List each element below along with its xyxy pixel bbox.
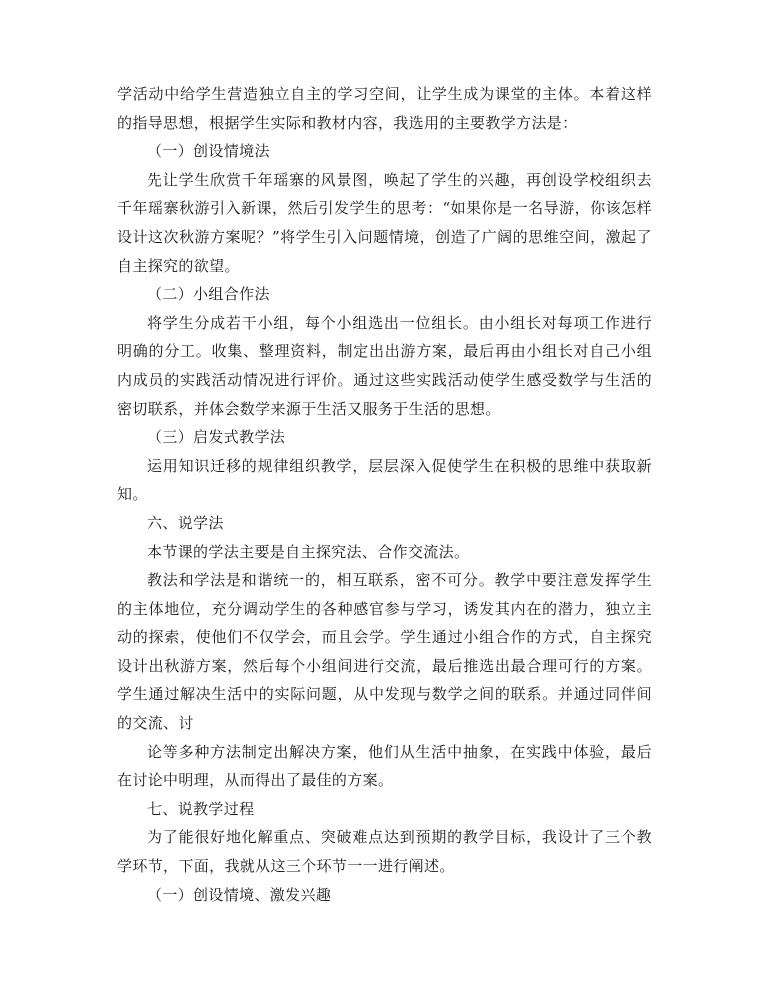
heading-situation-method: （一）创设情境法 [147,142,270,161]
paragraph-learning-methods: 本节课的学法主要是自主探究法、合作交流法。 [147,542,470,561]
paragraph-heuristic-teaching: 运用知识迁移的规律组织教学，层层深入促使学生在积极的思维中获取新知。 [117,456,652,504]
heading-create-situation: （一）创设情境、激发兴趣 [147,885,332,904]
paragraph-discussion-continued: 论等多种方法制定出解决方案，他们从生活中抽象，在实践中体验，最后在讨论中明理，从而得出了最佳的方案。 [117,742,652,790]
paragraph-teaching-process: 为了能很好地化解重点、突破难点达到预期的教学目标，我设计了三个教学环节，下面，我就从这三个环节一一进行阐述。 [117,828,652,876]
paragraph-group-cooperation: 将学生分成若干小组，每个小组选出一位组长。由小组长对每项工作进行明确的分工。收集、整理资料，制定出出游方案，最后再由小组长对自己小组内成员的实践活动情况进行评价。通过这些实践活动使学生感受数学与生活的密切联系，并体会数学来源于生活又服务于生活的思想。 [117,313,652,418]
heading-teaching-process: 七、说教学过程 [147,799,255,818]
heading-group-cooperation: （二）小组合作法 [147,285,270,304]
document-page [117,80,652,909]
heading-learning-methods: 六、说学法 [147,513,224,532]
heading-heuristic-teaching: （三）启发式教学法 [147,428,286,447]
paragraph-situation-method: 先让学生欣赏千年瑶寨的风景图，唤起了学生的兴趣，再创设学校组织去千年瑶寨秋游引入新课，然后引发学生的思考：“如果你是一名导游，你该怎样设计这次秋游方案呢？”将学生引入问题情境，创造了广阔的思维空间，激起了自主探究的欲望。 [117,170,652,275]
paragraph-teaching-learning-unity: 教法和学法是和谐统一的，相互联系，密不可分。教学中要注意发挥学生的主体地位，充分调动学生的各种感官参与学习，诱发其内在的潜力，独立主动的探索，使他们不仅学会，而且会学。学生通过小组合作的方式，自主探究设计出秋游方案，然后每个小组间进行交流，最后推选出最合理可行的方案。学生通过解决生活中的实际问题，从中发现与数学之间的联系。并通过同伴间的交流、讨 [117,571,652,733]
paragraph-intro-continued: 学活动中给学生营造独立自主的学习空间，让学生成为课堂的主体。本着这样的指导思想，根据学生实际和教材内容，我选用的主要教学方法是： [117,85,652,132]
